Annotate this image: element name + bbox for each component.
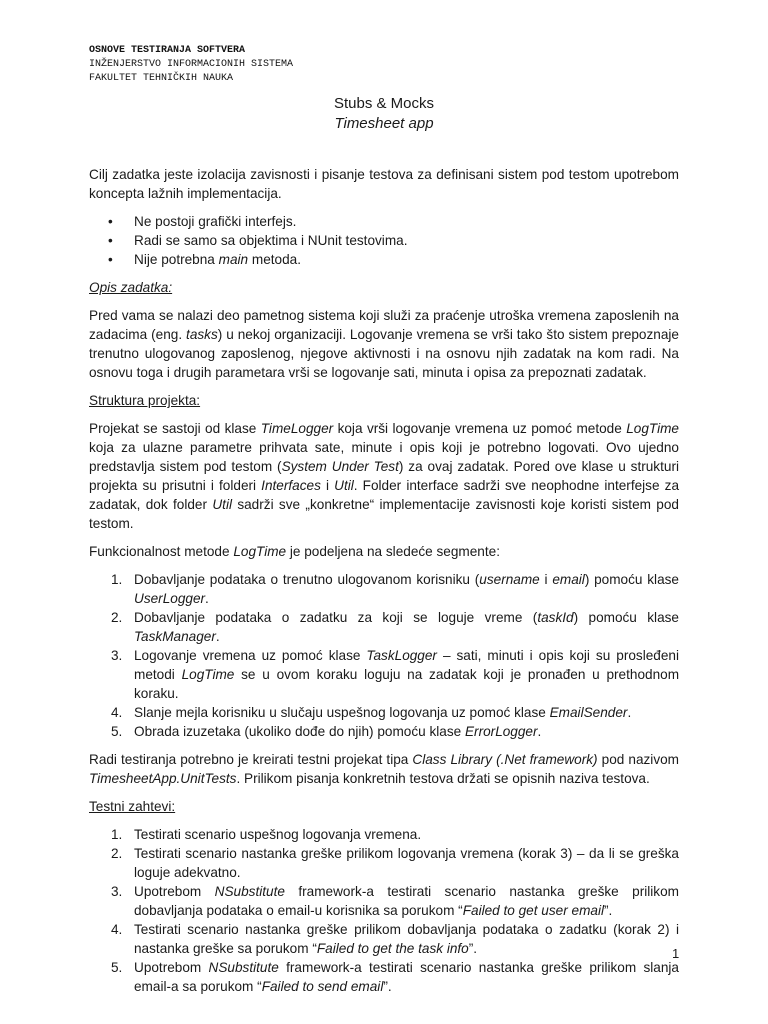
document-header — [89, 44, 293, 86]
steps-list — [89, 570, 679, 741]
page-number: 1 — [672, 946, 680, 961]
list-item: • Ne postoji grafički interfejs. — [108, 214, 297, 229]
funkcionalnost-paragraph: Funkcionalnost metode LogTime je podeljena na sledeće segmente: — [89, 544, 500, 559]
opis-paragraph: Pred vama se nalazi deo pametnog sistema koji služi za praćenje utroška vremena zaposlenih na zadacima (eng. tasks) u nekoj organizaciji. Logovanje vremena se vrši tako što sistem prepoznaje trenutno ulogovanog zaposlenog, njegove aktivnosti i na osnovu njih zadatak na kom radi. Na osnovu toga i drugih parametara vrši se logovanje sati, minuta i opisa za prepoznati zadatak. — [89, 308, 679, 380]
list-item: 5. Upotrebom NSubstitute framework-a testirati scenario nastanka greške prilikom slanja email-a sa porukom “Failed to send email”. — [111, 960, 679, 994]
intro-paragraph: Cilj zadatka jeste izolacija zavisnosti i pisanje testova za definisani sistem pod testom upotrebom koncepta lažnih implementacija. — [89, 167, 679, 201]
list-item: 3. Upotrebom NSubstitute framework-a testirati scenario nastanka greške prilikom dobavljanja podataka o email-u korisnika sa porukom “Failed to get user email”. — [111, 884, 679, 918]
list-item: 3. Logovanje vremena uz pomoć klase TaskLogger – sati, minuti i opis koji su prosleđeni metodi LogTime se u ovom koraku loguju na zadatak koji je pronađen u prethodnom koraku. — [111, 648, 680, 701]
document-subtitle: Timesheet app — [334, 115, 434, 132]
program-name: INŽENJERSTVO INFORMACIONIH SISTEMA — [89, 59, 294, 70]
section-heading-opis: Opis zadatka: — [89, 280, 173, 295]
course-name: OSNOVE TESTIRANJA SOFTVERA — [89, 45, 246, 56]
bullet-icon: • — [108, 214, 113, 229]
list-item: 4. Slanje mejla korisniku u slučaju uspešnog logovanja uz pomoć klase EmailSender. — [111, 705, 632, 720]
list-item: 2. Dobavljanje podataka o zadatku za koji se loguje vreme (taskId) pomoću klase TaskManager. — [111, 610, 679, 644]
document-title: Stubs & Mocks — [333, 95, 435, 112]
bullet-icon: • — [108, 233, 113, 248]
radi-paragraph: Radi testiranja potrebno je kreirati testni projekat tipa Class Library (.Net framework) pod nazivom TimesheetApp.UnitTests. Prilikom pisanja konkretnih testova držati se opisnih naziva testova. — [89, 752, 679, 786]
document-body — [89, 165, 679, 1005]
list-item: 1. Dobavljanje podataka o trenutno ulogovanom korisniku (username i email) pomoću klase UserLogger. — [111, 572, 679, 606]
section-heading-struktura: Struktura projekta: — [89, 393, 201, 408]
list-item: 4. Testirati scenario nastanka greške prilikom dobavljanja podataka o zadatku (korak 2) i nastanka greške sa porukom “Failed to get the task info”. — [111, 922, 679, 956]
list-item: • Radi se samo sa objektima i NUnit testovima. — [108, 233, 408, 248]
list-item: • Nije potrebna main metoda. — [108, 252, 302, 267]
test-requirements-list — [89, 825, 679, 996]
list-item: 2. Testirati scenario nastanka greške prilikom logovanja vremena (korak 3) – da li se greška loguje adekvatno. — [111, 846, 679, 880]
list-item: 5. Obrada izuzetaka (ukoliko dođe do njih) pomoću klase ErrorLogger. — [111, 724, 542, 739]
requirements-list — [89, 212, 679, 269]
title-block — [0, 94, 768, 134]
faculty-name: FAKULTET TEHNIČKIH NAUKA — [89, 73, 234, 84]
bullet-icon: • — [108, 252, 113, 267]
struktura-paragraph: Projekat se sastoji od klase TimeLogger koja vrši logovanje vremena uz pomoć metode LogTime koja za ulazne parametre prihvata sate, minute i opis koji je potrebno logovati. Ovo ujedno predstavlja sistem pod testom (System Under Test) za ovaj zadatak. Pored ove klase u strukturi projekta su prisutni i folderi Interfaces i Util. Folder interface sadrži sve neophodne interfejse za zadatak, dok folder Util sadrži sve „konkretne“ implementacije zavisnosti koje koristi sistem pod testom. — [89, 421, 680, 531]
section-heading-testni: Testni zahtevi: — [89, 799, 176, 814]
list-item: 1. Testirati scenario uspešnog logovanja vremena. — [111, 827, 422, 842]
